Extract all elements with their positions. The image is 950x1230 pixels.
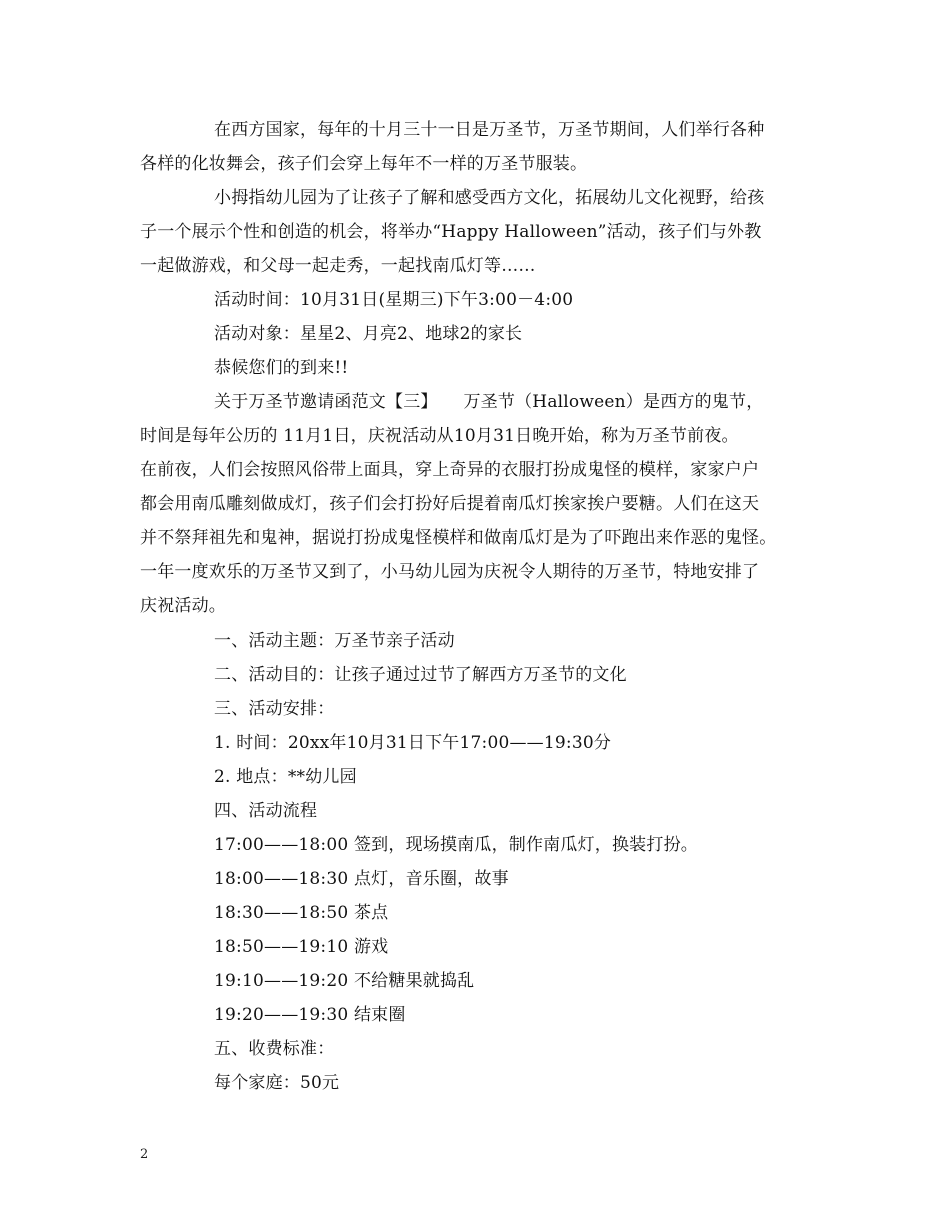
list-item: 一、活动主题：万圣节亲子活动 [214, 631, 455, 651]
schedule-item: 19:20——19:30 结束圈 [214, 1005, 406, 1025]
paragraph-line: 一年一度欢乐的万圣节又到了，小马幼儿园为庆祝令人期待的万圣节，特地安排了 [140, 562, 760, 582]
list-item: 2. 地点：**幼儿园 [214, 767, 357, 787]
schedule-item: 18:50——19:10 游戏 [214, 937, 389, 957]
section-heading-line: 关于万圣节邀请函范文【三】 万圣节（Halloween）是西方的鬼节， [214, 392, 764, 412]
closing-line: 恭候您们的到来!! [214, 358, 349, 378]
paragraph-line: 子一个展示个性和创造的机会，将举办“Happy Halloween”活动，孩子们与外教 [140, 222, 762, 242]
event-audience-line: 活动对象：星星2、月亮2、地球2的家长 [214, 324, 523, 344]
paragraph-line: 时间是每年公历的 11月1日，庆祝活动从10月31日晚开始，称为万圣节前夜。 [140, 426, 739, 446]
list-item: 三、活动安排： [214, 699, 335, 719]
schedule-item: 19:10——19:20 不给糖果就捣乱 [214, 971, 475, 991]
fee-line: 每个家庭：50元 [214, 1073, 340, 1093]
list-item: 1. 时间：20xx年10月31日下午17:00——19:30分 [214, 733, 612, 753]
list-item: 四、活动流程 [214, 801, 318, 821]
paragraph-line: 小拇指幼儿园为了让孩子了解和感受西方文化，拓展幼儿文化视野，给孩 [214, 188, 765, 208]
schedule-item: 18:00——18:30 点灯，音乐圈，故事 [214, 869, 509, 889]
list-item: 五、收费标准： [214, 1039, 335, 1059]
event-time-line: 活动时间：10月31日(星期三)下午3:00－4:00 [214, 290, 574, 310]
paragraph-line: 在前夜，人们会按照风俗带上面具，穿上奇异的衣服打扮成鬼怪的模样，家家户户 [140, 460, 760, 480]
paragraph-line: 一起做游戏，和父母一起走秀，一起找南瓜灯等…… [140, 256, 536, 276]
page-number: 2 [140, 1147, 149, 1162]
paragraph-line: 都会用南瓜雕刻做成灯，孩子们会打扮好后提着南瓜灯挨家挨户要糖。人们在这天 [140, 494, 760, 514]
paragraph-line: 在西方国家，每年的十月三十一日是万圣节，万圣节期间，人们举行各种 [214, 120, 765, 140]
paragraph-line: 庆祝活动。 [140, 596, 226, 616]
list-item: 二、活动目的：让孩子通过过节了解西方万圣节的文化 [214, 665, 627, 685]
paragraph-line: 并不祭拜祖先和鬼神，据说打扮成鬼怪模样和做南瓜灯是为了吓跑出来作恶的鬼怪。 [140, 528, 777, 548]
schedule-item: 17:00——18:00 签到，现场摸南瓜，制作南瓜灯，换装打扮。 [214, 835, 698, 855]
schedule-item: 18:30——18:50 茶点 [214, 903, 389, 923]
paragraph-line: 各样的化妆舞会，孩子们会穿上每年不一样的万圣节服装。 [140, 154, 588, 174]
